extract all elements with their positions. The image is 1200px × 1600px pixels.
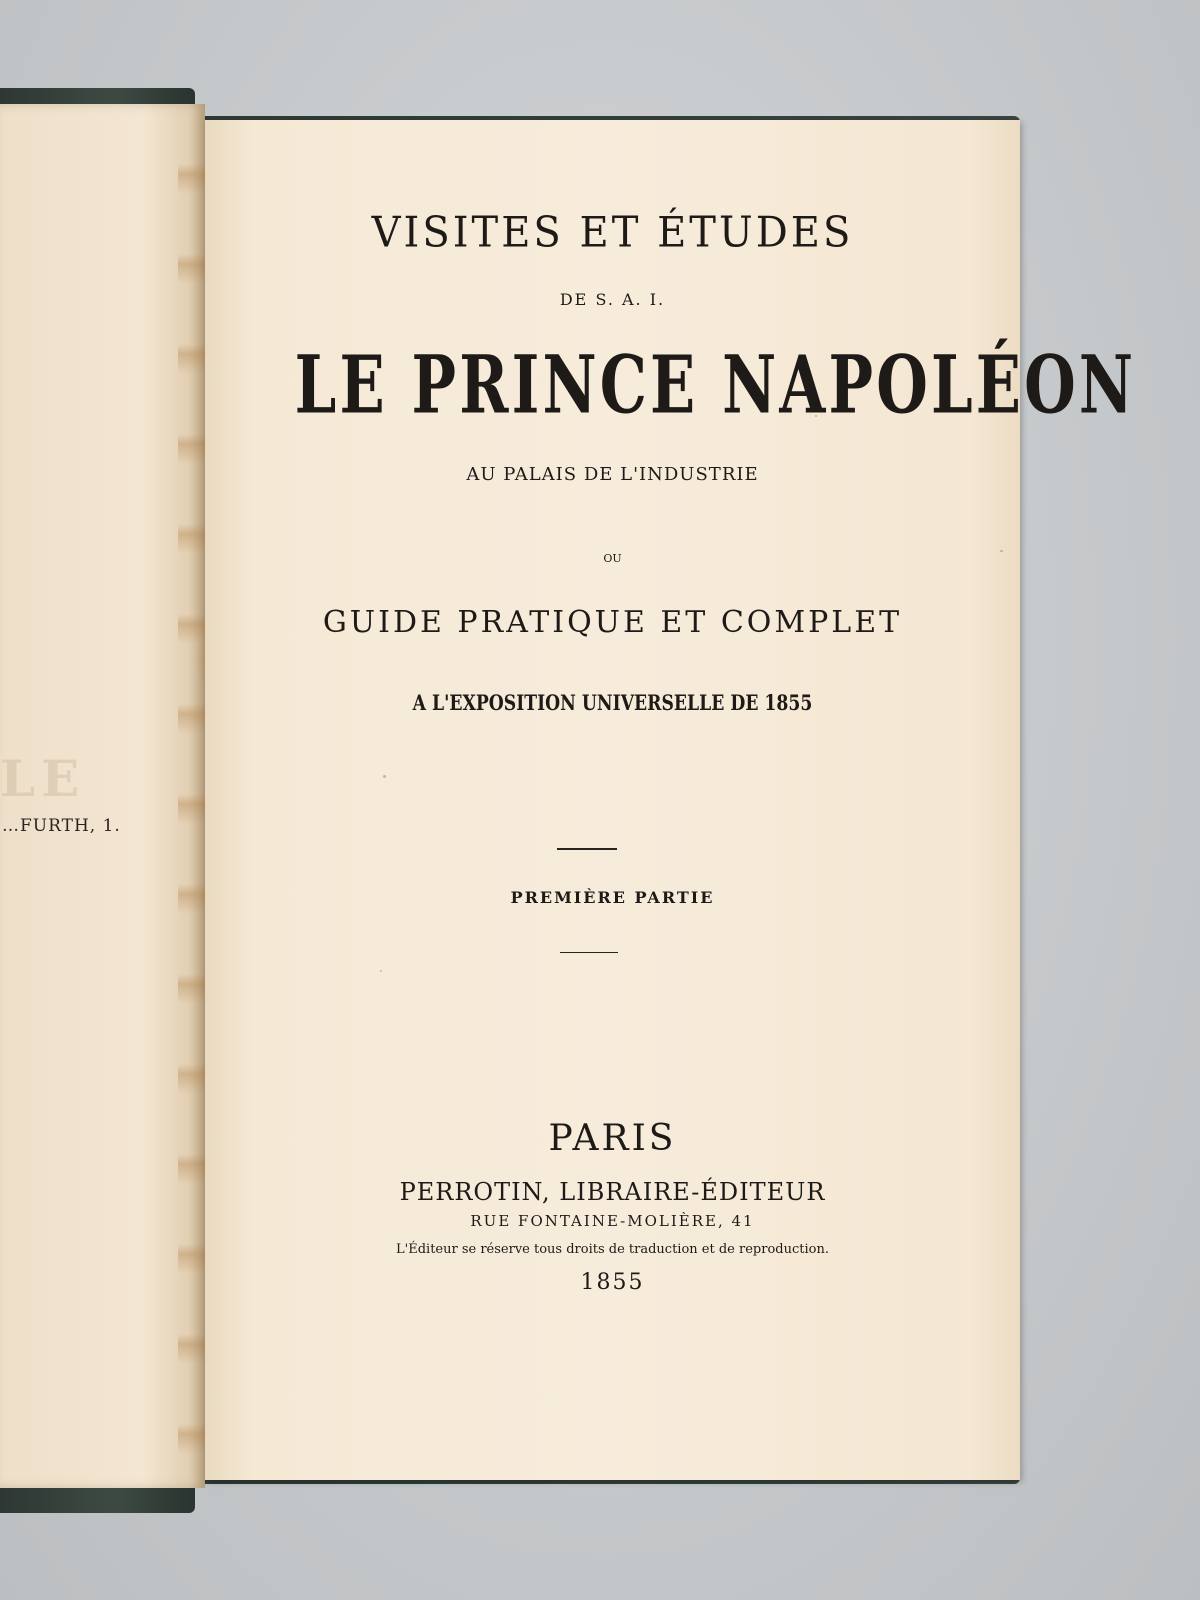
bleed-through-text: LE <box>0 749 86 808</box>
paper-speck <box>1000 550 1003 552</box>
divider-rule-bottom <box>560 952 618 953</box>
part-label: PREMIÈRE PARTIE <box>510 888 715 907</box>
title-line-guide: GUIDE PRATIQUE ET COMPLET <box>322 605 903 640</box>
title-line-prince: LE PRINCE NAPOLÉON <box>294 337 1137 432</box>
paper-speck <box>380 970 382 972</box>
title-line-visites: VISITES ET ÉTUDES <box>371 208 854 258</box>
page-foxing <box>178 104 205 1488</box>
imprint-rights: L'Éditeur se réserve tous droits de traduction et de reproduction. <box>396 1242 829 1257</box>
imprint-publisher: PERROTIN, LIBRAIRE-ÉDITEUR <box>399 1178 826 1206</box>
title-line-ou: OU <box>603 552 622 565</box>
divider-rule-top <box>557 848 617 850</box>
paper-speck <box>383 775 386 778</box>
title-line-exposition: A L'EXPOSITION UNIVERSELLE DE 1855 <box>412 690 813 715</box>
left-page-caption: …FURTH, 1. <box>2 816 121 836</box>
title-page <box>205 120 1137 1480</box>
imprint-address: RUE FONTAINE-MOLIÈRE, 41 <box>470 1212 755 1230</box>
paper-speck <box>815 415 817 417</box>
left-page <box>0 104 205 1488</box>
title-line-palais: AU PALAIS DE L'INDUSTRIE <box>466 464 759 485</box>
imprint-year: 1855 <box>580 1270 645 1295</box>
title-line-de-sai: DE S. A. I. <box>559 290 666 309</box>
imprint-city: PARIS <box>548 1118 677 1159</box>
